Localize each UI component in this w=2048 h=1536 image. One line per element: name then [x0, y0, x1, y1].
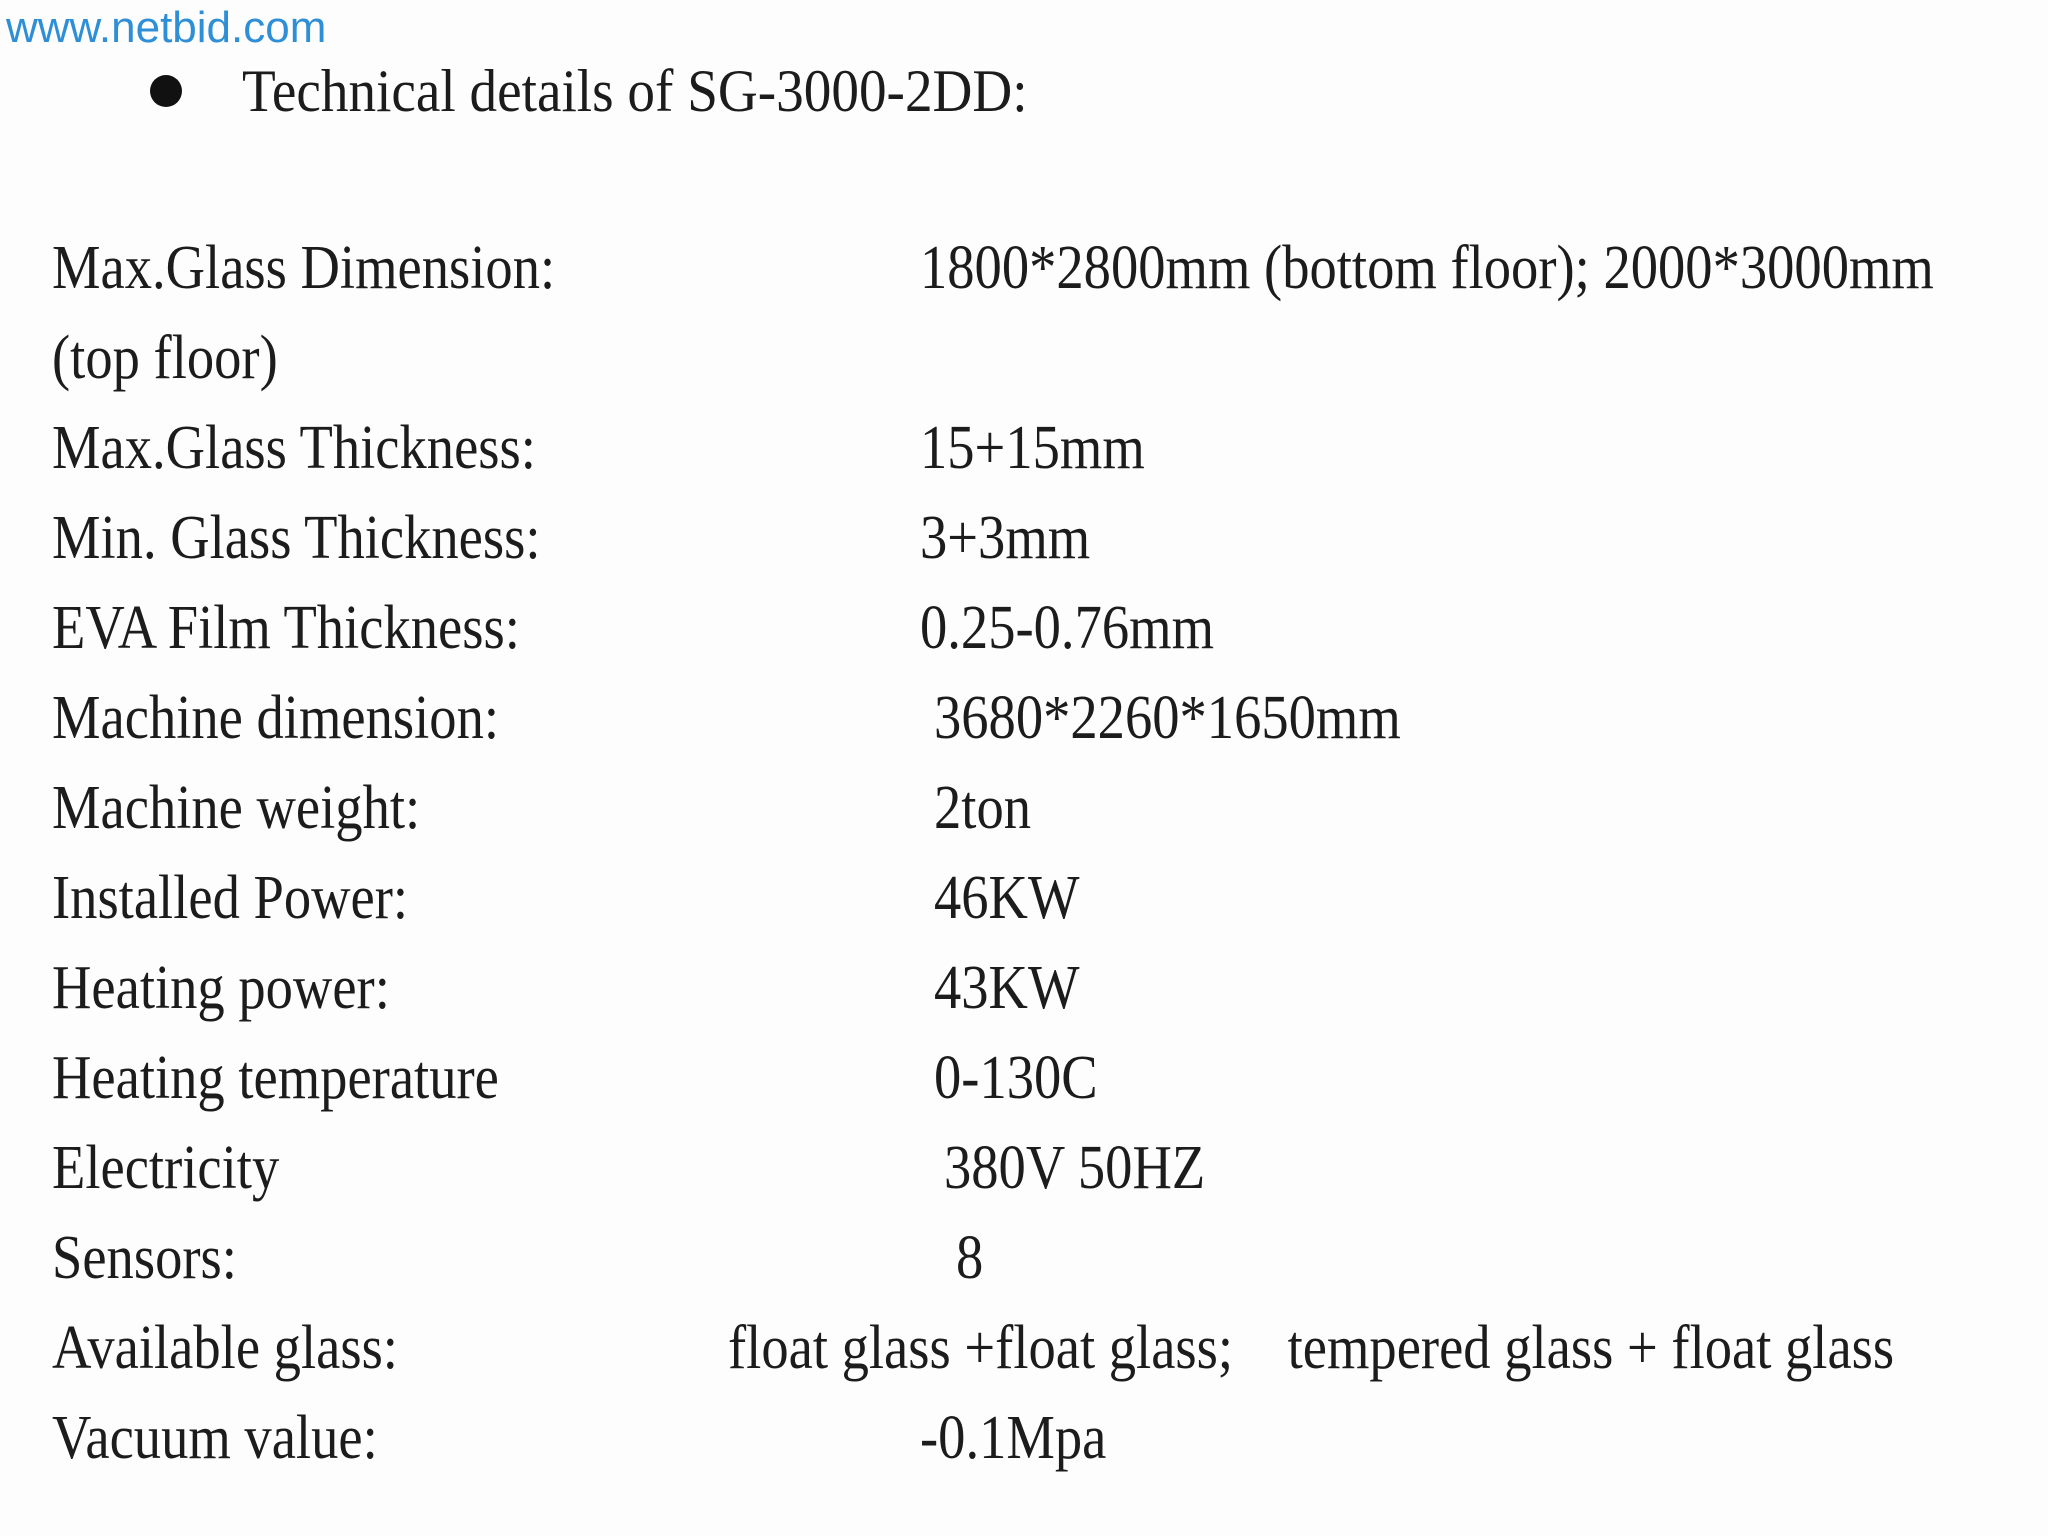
- spec-row-max-glass-thickness: [0, 412, 2048, 484]
- spec-label: Min. Glass Thickness:: [52, 504, 541, 572]
- spec-value: 43KW: [934, 954, 1080, 1022]
- spec-value: 1800*2800mm (bottom floor); 2000*3000mm: [920, 234, 1934, 302]
- spec-value: 3680*2260*1650mm: [934, 684, 1401, 752]
- bullet-icon: [150, 75, 182, 107]
- spec-label: Installed Power:: [52, 864, 409, 932]
- spec-label: Heating power:: [52, 954, 390, 1022]
- spec-label: Machine weight:: [52, 774, 421, 842]
- spec-row-machine-dimension: [0, 682, 2048, 754]
- spec-value: 380V 50HZ: [944, 1134, 1206, 1202]
- spec-row-heating-temperature: [0, 1042, 2048, 1114]
- spec-row-installed-power: [0, 862, 2048, 934]
- spec-row-machine-weight: [0, 772, 2048, 844]
- spec-value: 8: [956, 1224, 984, 1292]
- spec-label: Max.Glass Thickness:: [52, 414, 536, 482]
- spec-row-continuation: [0, 322, 2048, 394]
- spec-row-eva-film-thickness: [0, 592, 2048, 664]
- spec-row-max-glass-dimension: [0, 232, 2048, 304]
- section-heading: [150, 56, 1096, 126]
- spec-value: 3+3mm: [920, 504, 1091, 572]
- spec-label: Electricity: [52, 1134, 280, 1202]
- spec-row-sensors: [0, 1222, 2048, 1294]
- spec-label: Machine dimension:: [52, 684, 500, 752]
- heading-text: Technical details of SG-3000-2DD:: [242, 58, 1028, 124]
- spec-row-vacuum-value: [0, 1402, 2048, 1474]
- spec-value: 15+15mm: [920, 414, 1145, 482]
- spec-value: 46KW: [934, 864, 1080, 932]
- spec-row-electricity: [0, 1132, 2048, 1204]
- spec-label: EVA Film Thickness:: [52, 594, 520, 662]
- spec-label: Sensors:: [52, 1224, 237, 1292]
- spec-value: 0.25-0.76mm: [920, 594, 1215, 662]
- spec-label: Max.Glass Dimension:: [52, 234, 556, 302]
- spec-value: 2ton: [934, 774, 1032, 842]
- spec-value: float glass +float glass; tempered glass + float glass: [728, 1314, 1895, 1382]
- spec-row-min-glass-thickness: [0, 502, 2048, 574]
- spec-label: Vacuum value:: [52, 1404, 378, 1472]
- spec-row-heating-power: [0, 952, 2048, 1024]
- spec-value: 0-130C: [934, 1044, 1098, 1112]
- spec-label: (top floor): [52, 324, 278, 392]
- spec-value: -0.1Mpa: [920, 1404, 1107, 1472]
- spec-label: Heating temperature: [52, 1044, 499, 1112]
- netbid-watermark[interactable]: www.netbid.com: [6, 3, 327, 52]
- spec-label: Available glass:: [52, 1314, 398, 1382]
- spec-row-available-glass: [0, 1312, 2048, 1384]
